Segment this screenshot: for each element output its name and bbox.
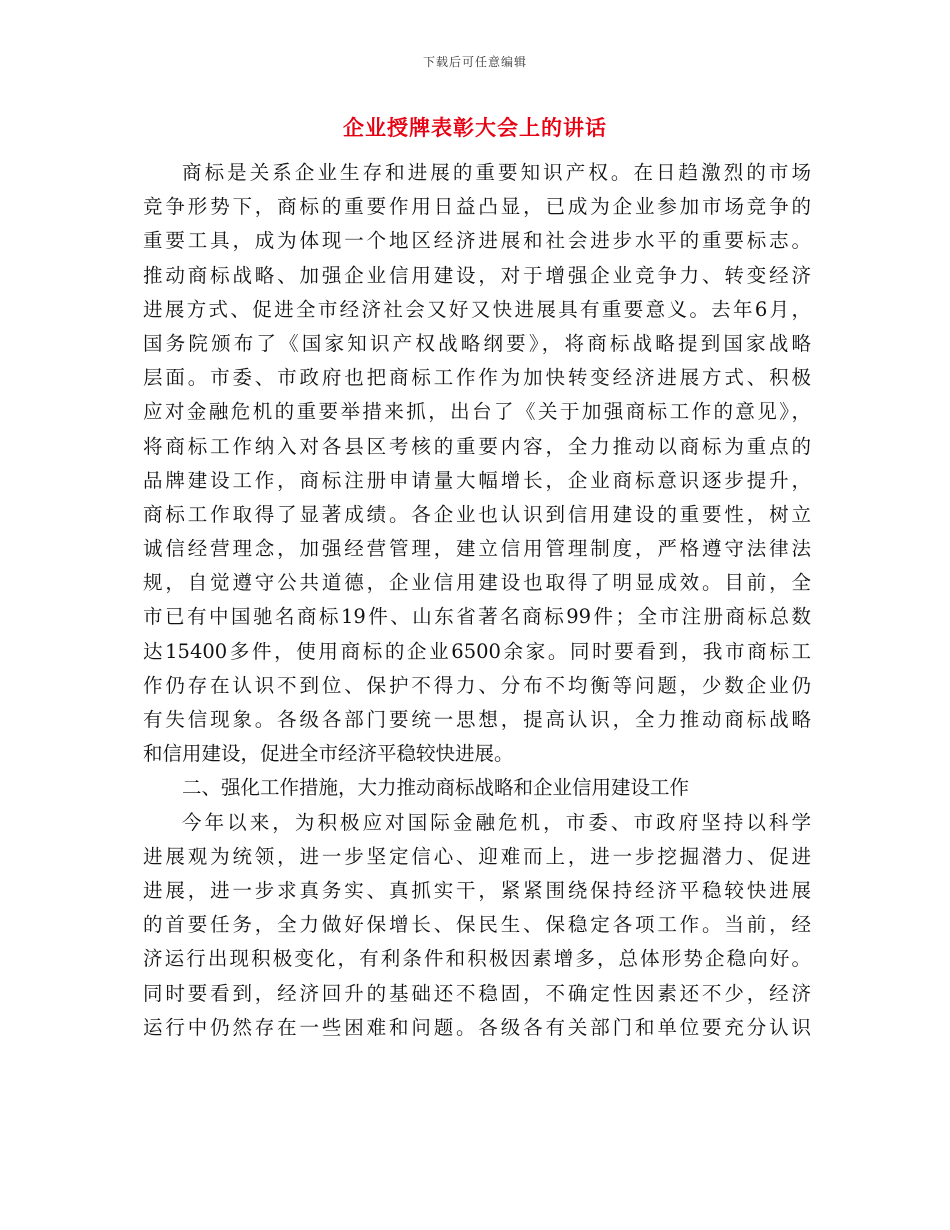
paragraph-line: 国务院颁布了《国家知识产权战略纲要》，将商标战略提到国家战略 <box>143 331 811 355</box>
paragraph-line: 同时要看到，经济回升的基础还不稳固，不确定性因素还不少，经济 <box>143 981 811 1005</box>
paragraph-line: 的首要任务，全力做好保增长、保民生、保稳定各项工作。当前，经 <box>143 913 811 937</box>
paragraph-line: 诚信经营理念，加强经营管理，建立信用管理制度，严格遵守法律法 <box>143 537 811 561</box>
paragraph-line: 规，自觉遵守公共道德，企业信用建设也取得了明显成效。目前，全 <box>143 571 811 595</box>
paragraph-line: 今年以来，为积极应对国际金融危机，市委、市政府坚持以科学 <box>182 810 811 834</box>
paragraph-line: 达15400多件，使用商标的企业6500余家。同时要看到，我市商标工 <box>143 639 811 663</box>
document-body <box>143 156 811 1045</box>
paragraph-line: 应对金融危机的重要举措来抓，出台了《关于加强商标工作的意见》， <box>143 400 811 424</box>
paragraph-line: 商标工作取得了显著成绩。各企业也认识到信用建设的重要性，树立 <box>143 502 811 526</box>
header-note: 下载后可任意编辑 <box>422 55 527 69</box>
section-heading: 二、强化工作措施，大力推动商标战略和企业信用建设工作 <box>182 776 690 800</box>
paragraph-line: 重要工具，成为体现一个地区经济进展和社会进步水平的重要标志。 <box>143 229 811 253</box>
paragraph-line: 商标是关系企业生存和进展的重要知识产权。在日趋激烈的市场 <box>182 161 811 184</box>
paragraph-line: 推动商标战略、加强企业信用建设，对于增强企业竞争力、转变经济 <box>143 263 811 287</box>
paragraph-line: 市已有中国驰名商标19件、山东省著名商标99件；全市注册商标总数 <box>143 605 811 629</box>
paragraph-line: 进展观为统领，进一步坚定信心、迎难而上，进一步挖掘潜力、促进 <box>143 844 811 868</box>
paragraph-line: 层面。市委、市政府也把商标工作作为加快转变经济进展方式、积极 <box>143 366 811 390</box>
paragraph-line: 有失信现象。各级各部门要统一思想，提高认识，全力推动商标战略 <box>143 708 811 731</box>
paragraph-line: 将商标工作纳入对各县区考核的重要内容，全力推动以商标为重点的 <box>143 434 811 458</box>
paragraph-line: 竞争形势下，商标的重要作用日益凸显，已成为企业参加市场竞争的 <box>143 195 811 219</box>
paragraph-line: 品牌建设工作，商标注册申请量大幅增长，企业商标意识逐步提升， <box>143 468 811 492</box>
paragraph-line: 进展，进一步求真务实、真抓实干，紧紧围绕保持经济平稳较快进展 <box>143 878 811 902</box>
paragraph-line: 济运行出现积极变化，有利条件和积极因素增多，总体形势企稳向好。 <box>143 947 811 971</box>
paragraph-line: 进展方式、促进全市经济社会又好又快进展具有重要意义。去年6月， <box>143 297 811 321</box>
document-title: 企业授牌表彰大会上的讲话 <box>343 115 607 140</box>
paragraph-line: 运行中仍然存在一些困难和问题。各级各有关部门和单位要充分认识 <box>143 1015 811 1039</box>
paragraph-line: 和信用建设，促进全市经济平稳较快进展。 <box>143 742 514 766</box>
paragraph-line: 作仍存在认识不到位、保护不得力、分布不均衡等问题，少数企业仍 <box>143 673 811 697</box>
